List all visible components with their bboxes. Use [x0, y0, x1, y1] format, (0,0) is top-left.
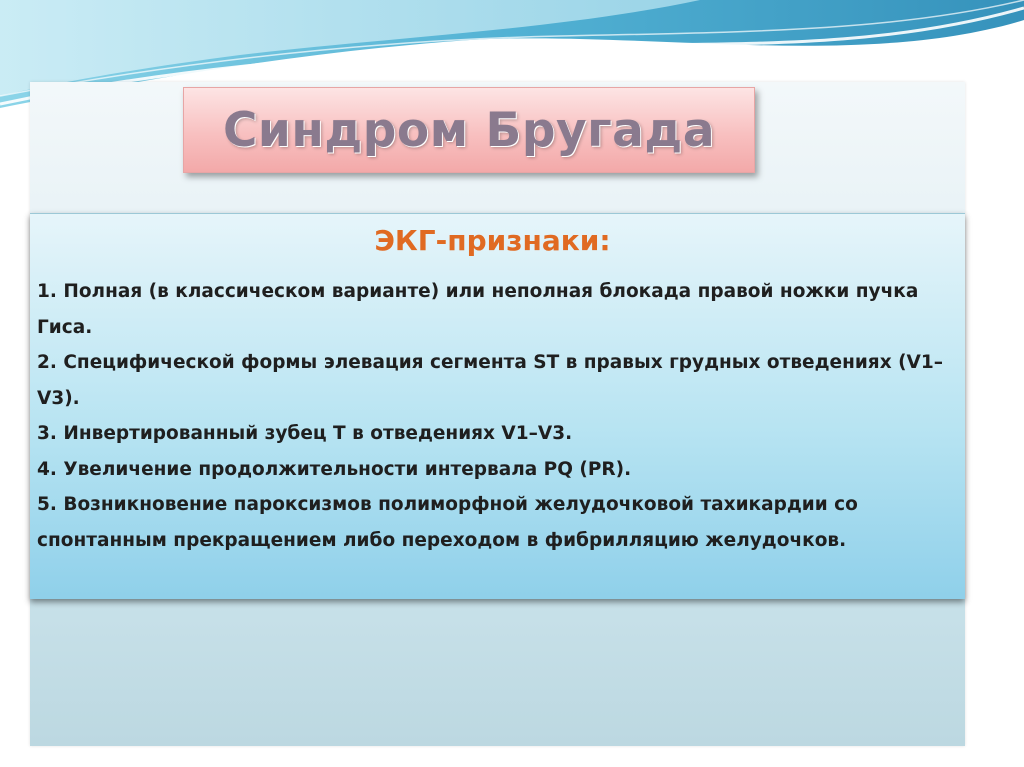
list-item: 3. Инвертированный зубец T в отведениях V1–V3. — [37, 423, 573, 444]
section-heading: ЭКГ-признаки: — [374, 224, 611, 257]
slide-title: Синдром Бругада — [222, 102, 716, 158]
list-item: 1. Полная (в классическом варианте) или неполная блокада правой ножки пучка Гиса. — [37, 281, 919, 338]
title-badge — [183, 87, 755, 173]
list-item: 4. Увеличение продолжительности интервала PQ (PR). — [37, 458, 632, 480]
list-item: 5. Возникновение пароксизмов полиморфной желудочковой тахикардии со спонтанным прекращением либо переходом в фибрилляцию желудочков. — [37, 494, 858, 551]
list-item: 2. Специфической формы элевация сегмента ST в правых грудных отведениях (V1–V3). — [37, 352, 943, 409]
ecg-signs-list — [37, 274, 957, 558]
